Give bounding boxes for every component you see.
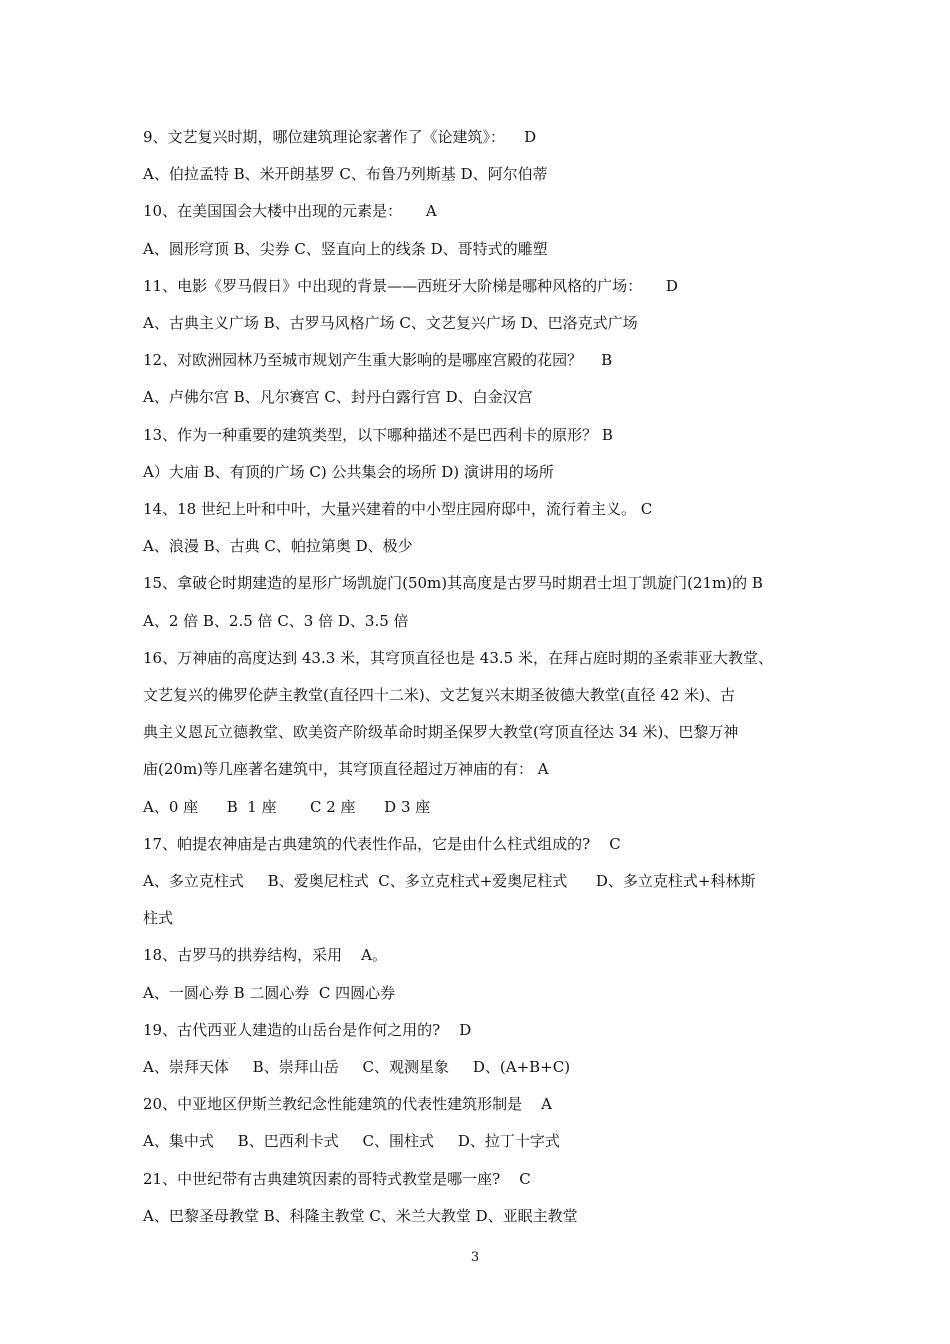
question-12: 12、对欧洲园林乃至城市规划产生重大影响的是哪座宫殿的花园？ B bbox=[143, 351, 613, 370]
question-20: 20、中亚地区伊斯兰教纪念性能建筑的代表性建筑形制是 A bbox=[143, 1095, 552, 1114]
options-18: A、一圆心券 B 二圆心券 C 四圆心券 bbox=[143, 983, 396, 1002]
question-16-line-4: 庙(20m)等几座著名建筑中，其穹顶直径超过万神庙的有： A bbox=[143, 760, 549, 779]
page-number: 3 bbox=[470, 1250, 480, 1265]
options-11: A、古典主义广场 B、古罗马风格广场 C、文艺复兴广场 D、巴洛克式广场 bbox=[143, 314, 638, 333]
question-15: 15、拿破仑时期建造的星形广场凯旋门(50m)其高度是古罗马时期君士坦丁凯旋门(21m)的 B bbox=[143, 574, 763, 593]
options-21: A、巴黎圣母教堂 B、科隆主教堂 C、米兰大教堂 D、亚眠主教堂 bbox=[143, 1206, 578, 1225]
question-16-line-1: 16、万神庙的高度达到 43.3 米，其穹顶直径也是 43.5 米，在拜占庭时期的圣索菲亚大教堂、 bbox=[143, 648, 773, 667]
options-13: A）大庙 B、有顶的广场 C) 公共集会的场所 D) 演讲用的场所 bbox=[143, 462, 554, 481]
options-9: A、伯拉孟特 B、米开朗基罗 C、布鲁乃列斯基 D、阿尔伯蒂 bbox=[143, 165, 548, 184]
options-19: A、崇拜天体 B、崇拜山岳 C、观测星象 D、(A+B+C) bbox=[143, 1058, 571, 1077]
question-16-line-2: 文艺复兴的佛罗伦萨主教堂(直径四十二米)、文艺复兴末期圣彼德大教堂(直径 42 米)、古 bbox=[143, 686, 736, 705]
question-18: 18、古罗马的拱券结构，采用 A。 bbox=[143, 946, 387, 965]
options-17-line-2: 柱式 bbox=[143, 909, 174, 928]
question-9: 9、文艺复兴时期，哪位建筑理论家著作了《论建筑》： D bbox=[143, 128, 537, 146]
options-12: A、卢佛尔宫 B、凡尔赛宫 C、封丹白露行宫 D、白金汉宫 bbox=[143, 388, 533, 407]
question-13: 13、作为一种重要的建筑类型，以下哪种描述不是巴西利卡的原形？ B bbox=[143, 425, 613, 444]
question-16-line-3: 典主义恩瓦立德教堂、欧美资产阶级革命时期圣保罗大教堂(穹顶直径达 34 米)、巴黎万神 bbox=[143, 723, 739, 742]
options-10: A、圆形穹顶 B、尖券 C、竖直向上的线条 D、哥特式的雕塑 bbox=[143, 239, 548, 258]
question-14: 14、18 世纪上叶和中叶，大量兴建着的中小型庄园府邸中，流行着主义。 C bbox=[143, 500, 653, 519]
options-15: A、2 倍 B、2.5 倍 C、3 倍 D、3.5 倍 bbox=[143, 611, 409, 630]
question-11: 11、电影《罗马假日》中出现的背景——西班牙大阶梯是哪种风格的广场： D bbox=[143, 276, 678, 295]
options-20: A、集中式 B、巴西利卡式 C、围柱式 D、拉丁十字式 bbox=[143, 1132, 560, 1151]
question-17: 17、帕提农神庙是古典建筑的代表性作品，它是由什么柱式组成的? C bbox=[143, 834, 621, 853]
question-21: 21、中世纪带有古典建筑因素的哥特式教堂是哪一座? C bbox=[143, 1169, 531, 1188]
options-14: A、浪漫 B、古典 C、帕拉第奥 D、极少 bbox=[143, 537, 413, 556]
options-17-line-1: A、多立克柱式 B、爱奥尼柱式 C、多立克柱式+爱奥尼柱式 D、多立克柱式+科林斯 bbox=[143, 872, 756, 891]
options-16: A、0 座 B 1 座 C 2 座 D 3 座 bbox=[143, 797, 431, 816]
question-list bbox=[143, 119, 813, 1235]
question-10: 10、在美国国会大楼中出现的元素是： A bbox=[143, 202, 437, 221]
question-19: 19、古代西亚人建造的山岳台是作何之用的? D bbox=[143, 1020, 472, 1039]
